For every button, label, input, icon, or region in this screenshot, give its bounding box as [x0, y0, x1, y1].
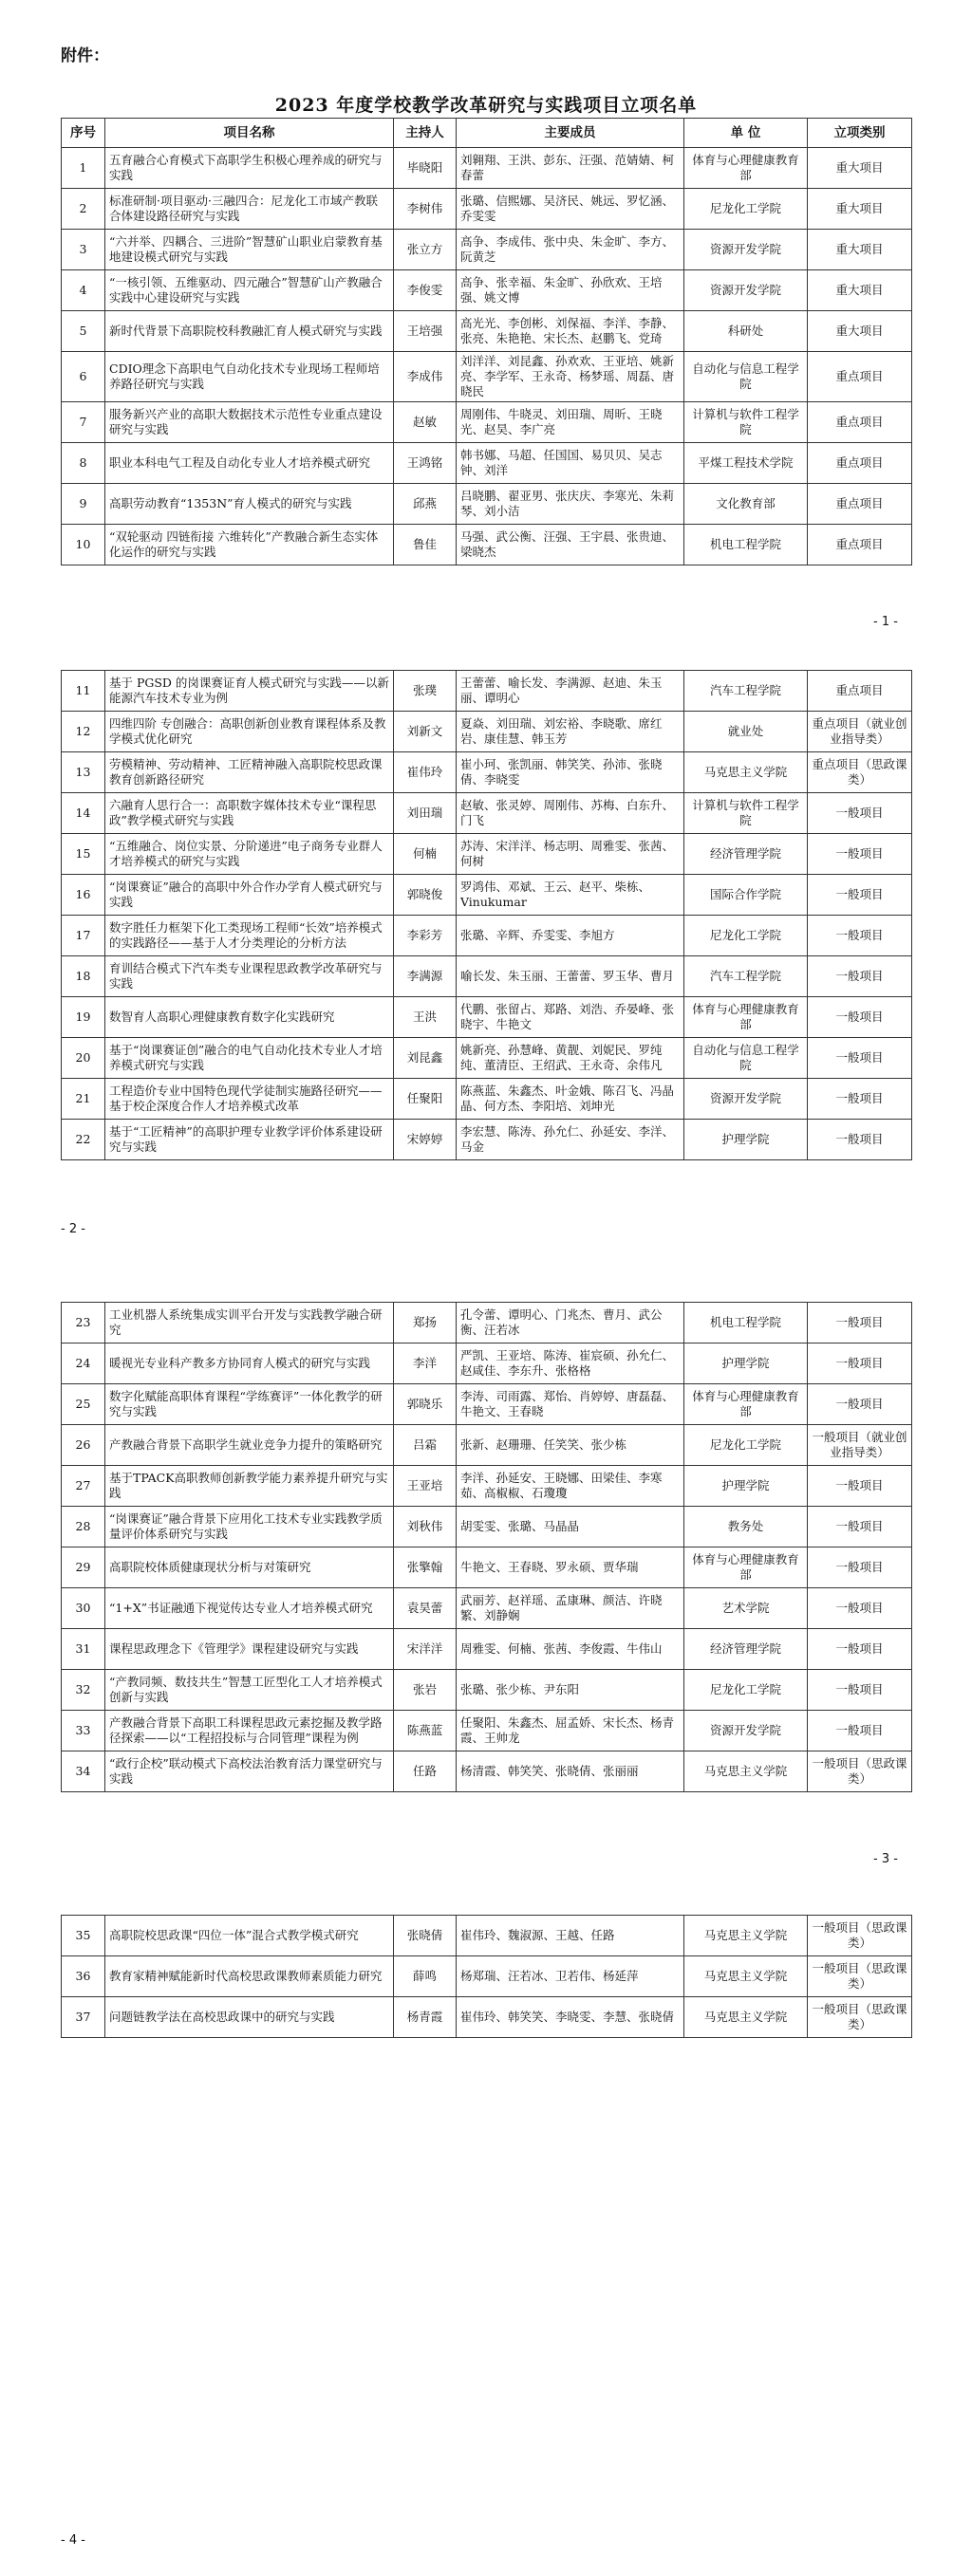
project-category: 一般项目 [808, 875, 912, 916]
attachment-label: 附件： [61, 46, 109, 65]
row-number: 31 [62, 1629, 105, 1670]
project-unit: 机电工程学院 [684, 1303, 808, 1344]
row-number: 5 [62, 311, 105, 352]
project-unit: 护理学院 [684, 1344, 808, 1384]
row-number: 24 [62, 1344, 105, 1384]
project-host: 郑扬 [394, 1303, 457, 1344]
project-category: 重点项目（就业创业指导类） [808, 712, 912, 752]
project-table-page-3 [61, 1302, 912, 1792]
project-category: 一般项目 [808, 1547, 912, 1588]
table-row [62, 148, 912, 189]
project-host: 袁昊蕾 [394, 1588, 457, 1629]
project-members: 陈燕蓝、朱鑫杰、叶金娥、陈召飞、冯晶晶、何方杰、李阳培、刘坤光 [457, 1079, 684, 1120]
project-name: 高职院校体质健康现状分析与对策研究 [105, 1547, 394, 1588]
project-unit: 体育与心理健康教育部 [684, 1547, 808, 1588]
project-category: 一般项目 [808, 1588, 912, 1629]
table-row [62, 752, 912, 793]
page-number: - 2 - [61, 1222, 85, 1236]
project-unit: 经济管理学院 [684, 1629, 808, 1670]
project-name: 标准研制·项目驱动·三融四合：尼龙化工市域产教联合体建设路径研究与实践 [105, 189, 394, 230]
row-number: 21 [62, 1079, 105, 1120]
table-row [62, 311, 912, 352]
row-number: 14 [62, 793, 105, 834]
project-members: 张新、赵珊珊、任笑笑、张少栋 [457, 1425, 684, 1466]
project-members: 任聚阳、朱鑫杰、屈孟娇、宋长杰、杨青霞、王帅龙 [457, 1711, 684, 1751]
project-name: “1+X”书证融通下视觉传达专业人才培养模式研究 [105, 1588, 394, 1629]
project-category: 一般项目（思政课类） [808, 1751, 912, 1792]
project-members: 吕晓鹏、翟亚男、张庆庆、李寒光、朱莉琴、刘小洁 [457, 484, 684, 525]
project-members: 严凯、王亚培、陈涛、崔宸硕、孙允仁、赵咸佳、李东升、张格格 [457, 1344, 684, 1384]
project-name: 工程造价专业中国特色现代学徒制实施路径研究——基于校企深度合作人才培养模式改革 [105, 1079, 394, 1120]
project-category: 一般项目 [808, 1629, 912, 1670]
project-members: 胡雯雯、张璐、马晶晶 [457, 1507, 684, 1547]
project-name: 基于TPACK高职教师创新教学能力素养提升研究与实践 [105, 1466, 394, 1507]
table-row [62, 1344, 912, 1384]
project-unit: 资源开发学院 [684, 1079, 808, 1120]
project-name: 高职院校思政课“四位一体”混合式教学模式研究 [105, 1916, 394, 1956]
project-category: 重大项目 [808, 311, 912, 352]
project-category: 重点项目 [808, 525, 912, 565]
project-unit: 尼龙化工学院 [684, 1670, 808, 1711]
project-name: 劳模精神、劳动精神、工匠精神融入高职院校思政课教育创新路径研究 [105, 752, 394, 793]
project-name: 育训结合模式下汽车类专业课程思政教学改革研究与实践 [105, 956, 394, 997]
table-row [62, 1547, 912, 1588]
project-host: 李俊雯 [394, 270, 457, 311]
project-name: 教育家精神赋能新时代高校思政课教师素质能力研究 [105, 1956, 394, 1997]
row-number: 19 [62, 997, 105, 1038]
project-name: 工业机器人系统集成实训平台开发与实践教学融合研究 [105, 1303, 394, 1344]
project-members: 姚新亮、孙慧峰、黄靓、刘妮民、罗纯纯、董清臣、王绍武、王永奇、余伟凡 [457, 1038, 684, 1079]
project-host: 王洪 [394, 997, 457, 1038]
table-row [62, 352, 912, 402]
project-members: 王蕾蕾、喻长发、李满源、赵迪、朱玉丽、谭明心 [457, 671, 684, 712]
project-unit: 教务处 [684, 1507, 808, 1547]
project-unit: 体育与心理健康教育部 [684, 997, 808, 1038]
project-unit: 尼龙化工学院 [684, 916, 808, 956]
table-row [62, 1079, 912, 1120]
project-members: 高争、李成伟、张中央、朱金旷、李方、阮黄芝 [457, 230, 684, 270]
project-host: 任聚阳 [394, 1079, 457, 1120]
project-category: 一般项目 [808, 834, 912, 875]
project-category: 一般项目 [808, 916, 912, 956]
project-host: 张立方 [394, 230, 457, 270]
project-name: “政行企校”联动模式下高校法治教育活力课堂研究与实践 [105, 1751, 394, 1792]
project-name: “岗课赛证”融合的高职中外合作办学育人模式研究与实践 [105, 875, 394, 916]
row-number: 2 [62, 189, 105, 230]
project-unit: 汽车工程学院 [684, 671, 808, 712]
project-name: 基于 PGSD 的岗课赛证育人模式研究与实践——以新能源汽车技术专业为例 [105, 671, 394, 712]
project-members: 武丽芳、赵祥瑶、孟康琳、颜洁、许晓繁、刘静娴 [457, 1588, 684, 1629]
project-host: 张璞 [394, 671, 457, 712]
table-row [62, 1038, 912, 1079]
project-members: 孔令蕾、谭明心、门兆杰、曹月、武公衡、汪若冰 [457, 1303, 684, 1344]
table-row [62, 1711, 912, 1751]
project-unit: 平煤工程技术学院 [684, 443, 808, 484]
row-number: 28 [62, 1507, 105, 1547]
project-members: 喻长发、朱玉丽、王蕾蕾、罗玉华、曹月 [457, 956, 684, 997]
project-members: 刘翱翔、王洪、彭东、汪强、范婧婧、柯春蕾 [457, 148, 684, 189]
row-number: 9 [62, 484, 105, 525]
table-row [62, 1384, 912, 1425]
row-number: 10 [62, 525, 105, 565]
project-host: 李洋 [394, 1344, 457, 1384]
row-number: 8 [62, 443, 105, 484]
project-members: 张璐、信熙娜、吴济民、姚远、罗忆涵、乔雯雯 [457, 189, 684, 230]
row-number: 26 [62, 1425, 105, 1466]
project-category: 一般项目 [808, 1670, 912, 1711]
header-no: 序号 [62, 119, 105, 148]
project-category: 重大项目 [808, 230, 912, 270]
table-row [62, 1303, 912, 1344]
header-host: 主持人 [394, 119, 457, 148]
project-host: 王培强 [394, 311, 457, 352]
project-name: 基于“工匠精神”的高职护理专业教学评价体系建设研究与实践 [105, 1120, 394, 1160]
project-category: 重点项目 [808, 671, 912, 712]
table-row [62, 402, 912, 443]
project-category: 一般项目（思政课类） [808, 1997, 912, 2038]
row-number: 20 [62, 1038, 105, 1079]
project-category: 重大项目 [808, 270, 912, 311]
project-name: 问题链教学法在高校思政课中的研究与实践 [105, 1997, 394, 2038]
project-host: 刘田瑞 [394, 793, 457, 834]
row-number: 25 [62, 1384, 105, 1425]
project-category: 重点项目（思政课类） [808, 752, 912, 793]
project-host: 杨青霞 [394, 1997, 457, 2038]
row-number: 29 [62, 1547, 105, 1588]
project-members: 代鹏、张留占、郑路、刘浩、乔晏峰、张晓宇、牛艳文 [457, 997, 684, 1038]
project-category: 一般项目 [808, 1079, 912, 1120]
project-name: 四维四阶 专创融合：高职创新创业教育课程体系及教学模式优化研究 [105, 712, 394, 752]
table-row [62, 270, 912, 311]
project-category: 一般项目 [808, 1303, 912, 1344]
row-number: 6 [62, 352, 105, 402]
header-members: 主要成员 [457, 119, 684, 148]
project-category: 重点项目 [808, 402, 912, 443]
project-category: 重大项目 [808, 189, 912, 230]
project-category: 一般项目（就业创业指导类） [808, 1425, 912, 1466]
table-row [62, 997, 912, 1038]
project-members: 周刚伟、牛晓灵、刘田瑞、周昕、王晓光、赵昊、李广亮 [457, 402, 684, 443]
project-unit: 自动化与信息工程学院 [684, 1038, 808, 1079]
project-unit: 资源开发学院 [684, 1711, 808, 1751]
project-members: 崔伟玲、魏淑源、王越、任路 [457, 1916, 684, 1956]
project-category: 一般项目 [808, 1384, 912, 1425]
project-category: 一般项目 [808, 793, 912, 834]
project-category: 一般项目 [808, 1344, 912, 1384]
project-members: 崔伟玲、韩笑笑、李晓雯、李慧、张晓倩 [457, 1997, 684, 2038]
project-host: 崔伟玲 [394, 752, 457, 793]
project-name: 数字化赋能高职体育课程“学练赛评”一体化教学的研究与实践 [105, 1384, 394, 1425]
document-title: 2023 年度学校教学改革研究与实践项目立项名单 [274, 95, 698, 116]
table-row [62, 1425, 912, 1466]
table-row [62, 1956, 912, 1997]
row-number: 32 [62, 1670, 105, 1711]
project-name: 产教融合背景下高职工科课程思政元素挖掘及教学路径探索——以“工程招投标与合同管理”课程为例 [105, 1711, 394, 1751]
project-members: 李涛、司雨露、郑怡、肖婷婷、唐磊磊、牛艳文、王春晓 [457, 1384, 684, 1425]
project-members: 杨郑瑞、汪若冰、卫若伟、杨延萍 [457, 1956, 684, 1997]
project-host: 吕霜 [394, 1425, 457, 1466]
project-category: 重大项目 [808, 148, 912, 189]
project-unit: 马克思主义学院 [684, 1997, 808, 2038]
project-members: 李宏慧、陈涛、孙允仁、孙延安、李洋、马金 [457, 1120, 684, 1160]
row-number: 3 [62, 230, 105, 270]
project-host: 邱燕 [394, 484, 457, 525]
row-number: 15 [62, 834, 105, 875]
project-name: “五维融合、岗位实景、分阶递进”电子商务专业群人才培养模式的研究与实践 [105, 834, 394, 875]
project-host: 张晓倩 [394, 1916, 457, 1956]
table-row [62, 1670, 912, 1711]
row-number: 36 [62, 1956, 105, 1997]
project-name: 基于“岗课赛证创”融合的电气自动化技术专业人才培养模式研究与实践 [105, 1038, 394, 1079]
table-row [62, 1997, 912, 2038]
project-table-page-1 [61, 118, 912, 565]
project-members: 李洋、孙延安、王晓娜、田梁佳、李寒茹、高椒椒、石瓊瓊 [457, 1466, 684, 1507]
project-host: 刘昆鑫 [394, 1038, 457, 1079]
row-number: 17 [62, 916, 105, 956]
project-members: 杨清霞、韩笑笑、张晓倩、张丽丽 [457, 1751, 684, 1792]
row-number: 23 [62, 1303, 105, 1344]
project-host: 任路 [394, 1751, 457, 1792]
project-unit: 经济管理学院 [684, 834, 808, 875]
table-row [62, 525, 912, 565]
project-category: 一般项目 [808, 1120, 912, 1160]
project-unit: 护理学院 [684, 1120, 808, 1160]
project-category: 一般项目（思政课类） [808, 1916, 912, 1956]
project-host: 鲁佳 [394, 525, 457, 565]
project-table-page-4 [61, 1915, 912, 2038]
project-name: 高职劳动教育“1353N”育人模式的研究与实践 [105, 484, 394, 525]
project-host: 何楠 [394, 834, 457, 875]
project-category: 一般项目 [808, 956, 912, 997]
project-name: “双轮驱动 四链衔接 六维转化”产教融合新生态实体化运作的研究与实践 [105, 525, 394, 565]
row-number: 13 [62, 752, 105, 793]
project-members: 罗鸿伟、邓斌、王云、赵平、柴栋、Vinukumar [457, 875, 684, 916]
project-host: 李树伟 [394, 189, 457, 230]
project-unit: 科研处 [684, 311, 808, 352]
project-host: 王亚培 [394, 1466, 457, 1507]
table-row [62, 1466, 912, 1507]
project-name: “产教同频、数技共生”智慧工匠型化工人才培养模式创新与实践 [105, 1670, 394, 1711]
project-members: 韩书娜、马超、任国国、易贝贝、吴志钟、刘洋 [457, 443, 684, 484]
project-host: 赵敏 [394, 402, 457, 443]
project-host: 李成伟 [394, 352, 457, 402]
row-number: 33 [62, 1711, 105, 1751]
row-number: 12 [62, 712, 105, 752]
header-category: 立项类别 [808, 119, 912, 148]
project-category: 一般项目 [808, 1507, 912, 1547]
table-row [62, 1507, 912, 1547]
table-row [62, 834, 912, 875]
row-number: 34 [62, 1751, 105, 1792]
project-host: 毕晓阳 [394, 148, 457, 189]
project-category: 重点项目 [808, 443, 912, 484]
header-unit: 单 位 [684, 119, 808, 148]
project-host: 刘秋伟 [394, 1507, 457, 1547]
project-unit: 尼龙化工学院 [684, 1425, 808, 1466]
project-category: 重点项目 [808, 352, 912, 402]
project-name: 课程思政理念下《管理学》课程建设研究与实践 [105, 1629, 394, 1670]
project-unit: 机电工程学院 [684, 525, 808, 565]
row-number: 35 [62, 1916, 105, 1956]
table-row [62, 956, 912, 997]
project-table-page-2 [61, 670, 912, 1160]
project-category: 一般项目 [808, 1038, 912, 1079]
project-unit: 马克思主义学院 [684, 1751, 808, 1792]
project-host: 宋婷婷 [394, 1120, 457, 1160]
project-name: 五育融合心育模式下高职学生积极心理养成的研究与实践 [105, 148, 394, 189]
row-number: 4 [62, 270, 105, 311]
row-number: 22 [62, 1120, 105, 1160]
table-row [62, 1629, 912, 1670]
project-unit: 文化教育部 [684, 484, 808, 525]
project-members: 高光光、李创彬、刘保福、李洋、李静、张亮、朱艳艳、宋长杰、赵鹏飞、党琦 [457, 311, 684, 352]
project-host: 刘新文 [394, 712, 457, 752]
project-name: 暖视光专业科产教多方协同育人模式的研究与实践 [105, 1344, 394, 1384]
table-row [62, 875, 912, 916]
project-name: “岗课赛证”融合背景下应用化工技术专业实践教学质量评价体系研究与实践 [105, 1507, 394, 1547]
project-host: 宋洋洋 [394, 1629, 457, 1670]
project-unit: 马克思主义学院 [684, 1956, 808, 1997]
project-unit: 国际合作学院 [684, 875, 808, 916]
project-category: 一般项目 [808, 1466, 912, 1507]
project-members: 张璐、辛辉、乔雯雯、李旭方 [457, 916, 684, 956]
project-name: 数字胜任力框架下化工类现场工程师“长效”培养模式的实践路径——基于人才分类理论的分析方法 [105, 916, 394, 956]
project-members: 张璐、张少栋、尹东阳 [457, 1670, 684, 1711]
project-host: 张擎翰 [394, 1547, 457, 1588]
project-host: 陈燕蓝 [394, 1711, 457, 1751]
project-host: 郭晓乐 [394, 1384, 457, 1425]
row-number: 37 [62, 1997, 105, 2038]
project-unit: 自动化与信息工程学院 [684, 352, 808, 402]
page-number: - 3 - [873, 1852, 898, 1866]
table-row [62, 793, 912, 834]
row-number: 30 [62, 1588, 105, 1629]
project-unit: 汽车工程学院 [684, 956, 808, 997]
table-row [62, 1916, 912, 1956]
table-row [62, 916, 912, 956]
table-row [62, 443, 912, 484]
page-number: - 4 - [61, 2533, 85, 2548]
project-category: 一般项目 [808, 997, 912, 1038]
project-members: 马强、武公衡、汪强、王宇晨、张贵迪、梁晓杰 [457, 525, 684, 565]
project-unit: 计算机与软件工程学院 [684, 793, 808, 834]
project-name: “六并举、四耦合、三进阶”智慧矿山职业启蒙教育基地建设模式研究与实践 [105, 230, 394, 270]
project-unit: 体育与心理健康教育部 [684, 1384, 808, 1425]
table-row [62, 1588, 912, 1629]
project-host: 郭晓俊 [394, 875, 457, 916]
table-row [62, 1120, 912, 1160]
project-members: 苏涛、宋洋洋、杨志明、周雅雯、张茜、何树 [457, 834, 684, 875]
project-unit: 资源开发学院 [684, 230, 808, 270]
table-row [62, 712, 912, 752]
project-members: 牛艳文、王春晓、罗永硕、贾华瑞 [457, 1547, 684, 1588]
project-members: 高争、张幸福、朱金旷、孙欣欢、王培强、姚文博 [457, 270, 684, 311]
table-row [62, 671, 912, 712]
page-number: - 1 - [873, 615, 898, 629]
row-number: 11 [62, 671, 105, 712]
project-unit: 就业处 [684, 712, 808, 752]
table-row [62, 230, 912, 270]
row-number: 1 [62, 148, 105, 189]
project-unit: 护理学院 [684, 1466, 808, 1507]
row-number: 18 [62, 956, 105, 997]
project-name: 新时代背景下高职院校科教融汇育人模式研究与实践 [105, 311, 394, 352]
project-members: 赵敏、张灵婷、周刚伟、苏梅、白东升、门飞 [457, 793, 684, 834]
project-members: 崔小珂、张凯丽、韩笑笑、孙沛、张晓倩、李晓雯 [457, 752, 684, 793]
project-members: 周雅雯、何楠、张茜、李俊霞、牛伟山 [457, 1629, 684, 1670]
project-members: 夏焱、刘田瑞、刘宏裕、李晓歌、席红岩、康佳慧、韩玉芳 [457, 712, 684, 752]
project-unit: 体育与心理健康教育部 [684, 148, 808, 189]
project-category: 一般项目（思政课类） [808, 1956, 912, 1997]
project-name: 数智育人高职心理健康教育数字化实践研究 [105, 997, 394, 1038]
project-unit: 马克思主义学院 [684, 752, 808, 793]
header-name: 项目名称 [105, 119, 394, 148]
project-category: 一般项目 [808, 1711, 912, 1751]
project-category: 重点项目 [808, 484, 912, 525]
project-host: 李满源 [394, 956, 457, 997]
row-number: 7 [62, 402, 105, 443]
project-host: 王鸿铭 [394, 443, 457, 484]
project-name: 产教融合背景下高职学生就业竞争力提升的策略研究 [105, 1425, 394, 1466]
table-row [62, 189, 912, 230]
table-row [62, 1751, 912, 1792]
project-unit: 艺术学院 [684, 1588, 808, 1629]
row-number: 27 [62, 1466, 105, 1507]
project-unit: 尼龙化工学院 [684, 189, 808, 230]
table-header-row [62, 119, 912, 148]
project-members: 刘洋洋、刘昆鑫、孙欢欢、王亚培、姚新亮、李学军、王永奇、杨梦瑶、周磊、唐晓民 [457, 352, 684, 402]
project-host: 李彩芳 [394, 916, 457, 956]
row-number: 16 [62, 875, 105, 916]
table-row [62, 484, 912, 525]
project-unit: 马克思主义学院 [684, 1916, 808, 1956]
project-unit: 计算机与软件工程学院 [684, 402, 808, 443]
project-host: 张岩 [394, 1670, 457, 1711]
project-name: 六融育人思行合一：高职数字媒体技术专业“课程思政”教学模式研究与实践 [105, 793, 394, 834]
project-name: 职业本科电气工程及自动化专业人才培养模式研究 [105, 443, 394, 484]
project-host: 薛鸣 [394, 1956, 457, 1997]
project-name: 服务新兴产业的高职大数据技术示范性专业重点建设研究与实践 [105, 402, 394, 443]
project-unit: 资源开发学院 [684, 270, 808, 311]
project-name: “一核引领、五维驱动、四元融合”智慧矿山产教融合实践中心建设研究与实践 [105, 270, 394, 311]
project-name: CDIO理念下高职电气自动化技术专业现场工程师培养路径研究与实践 [105, 352, 394, 402]
